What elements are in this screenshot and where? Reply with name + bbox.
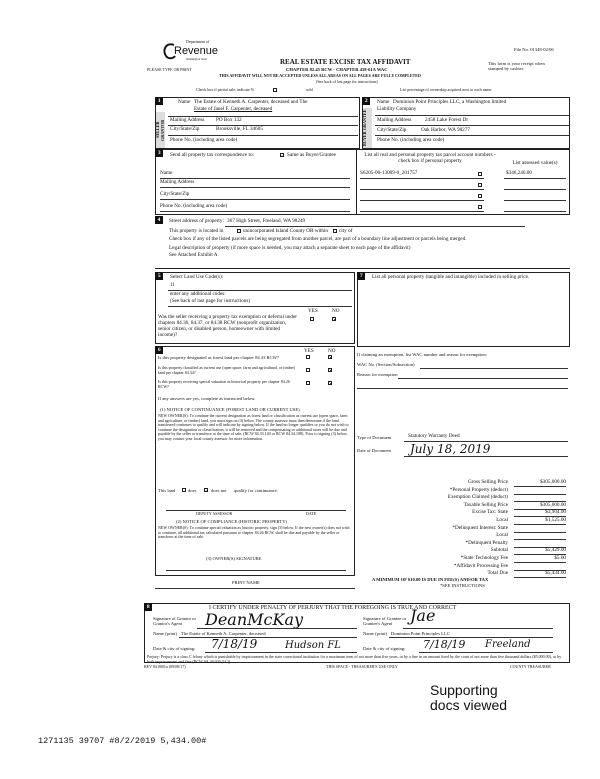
- fee-value[interactable]: $3,904.00: [514, 510, 566, 517]
- forest-current-use-section: [155, 346, 355, 576]
- tax-correspondence-section: [155, 149, 570, 215]
- unincorporated-label: unincorporated Island County OR within: [243, 228, 329, 234]
- s6-no: NO: [328, 348, 336, 354]
- doc-type-value: Statutory Warranty Deed: [408, 433, 460, 439]
- fee-row: [357, 510, 570, 518]
- s3-city-label: City/State/Zip: [160, 191, 190, 197]
- personal-property-section: [357, 272, 570, 347]
- notice1-body: NEW OWNER(S): To continue the current designation as forest land or classification as current use (open space, farm and agriculture, or timber) land, you must sign on (3) below. The county assessor must then determine if the land transferred continues to qualify and will indicate by signing below. If the land no longer qualifies or you do not wish to continue the designation or classification, it will be removed and the compensating or additional taxes will be due and payable by the seller or transferor at the time of sale. (RCW 84.33.140 or RCW 84.34.108). Prior to signing (3) below, you may contact your local county assessor for more information.: [158, 413, 349, 441]
- s3-mailing-label: Mailing Address: [160, 179, 195, 185]
- section-4-number: 4: [155, 216, 163, 224]
- grantor-mailing-label: Mailing Address: [170, 117, 205, 123]
- fee-row: [357, 503, 570, 511]
- grantor-name-line1: The Estate of Kenneth A. Carpenter, deceased and The: [194, 99, 308, 105]
- fee-label: Gross Selling Price: [467, 479, 508, 485]
- county-treasurer: COUNTY TREASURER: [510, 664, 551, 669]
- doc-date-label: Date of Document: [357, 448, 391, 453]
- sold-label: sold: [306, 87, 313, 92]
- grantor-city-signed: Hudson FL: [285, 640, 341, 651]
- receipt-note: This form is your receipt when stamped by cashier.: [488, 61, 545, 72]
- grantee-name-line1: Dominion Point Principles LLC, a Washington limited: [393, 99, 507, 105]
- parcel-header: List all real and personal property tax parcel account numbers - check box if personal property: [364, 152, 496, 164]
- city-of-checkbox[interactable]: [333, 229, 337, 233]
- does-label: does: [188, 488, 197, 493]
- fee-label: Local: [496, 532, 508, 539]
- fee-label: *Delinquent Interest: State: [452, 524, 508, 531]
- list-percentage: List percentage of ownership acquired next to each name.: [400, 87, 493, 92]
- grantor-name-print: The Estate of Kenneth A. Carpenter, deceased: [181, 631, 266, 636]
- fee-label: *Delinquent Penalty: [465, 539, 508, 546]
- fee-label: Excise Tax: State: [472, 509, 508, 516]
- historic-no-checkbox[interactable]: ✕: [329, 381, 333, 386]
- see-back-note: (See back of last page for instructions): [316, 79, 378, 84]
- unincorporated-checkbox[interactable]: [237, 229, 241, 233]
- enter-codes-label: enter any additional codes:: [170, 291, 226, 297]
- forest-yes-checkbox[interactable]: [306, 355, 310, 359]
- partial-sale-checkbox[interactable]: [273, 88, 277, 92]
- segregated-note: Check box if any of the listed parcels are being segregated from another parcel, are part of a boundary line adjustment or parcels being merged.: [169, 236, 467, 242]
- grantee-mailing-label: Mailing Address: [377, 117, 412, 123]
- s3-name-label: Name: [160, 170, 173, 176]
- same-as-buyer-label: Same as Buyer/Grantee: [287, 152, 336, 158]
- doc-date-value: July 18, 2019: [410, 442, 491, 456]
- treasurer-use-only: THIS SPACE - TREASURER'S USE ONLY: [326, 664, 398, 669]
- historic-question: Is this property receiving special valuation as historical property per chapter 84.26 RCW?: [158, 379, 290, 389]
- s6-yes: YES: [304, 348, 314, 354]
- grantor-mailing: PO Box 132: [216, 117, 242, 123]
- owner-signature-label: (3) OWNER(S) SIGNATURE: [206, 556, 262, 561]
- form-chapter: CHAPTER 82.45 RCW - CHAPTER 458-61A WAC: [286, 67, 388, 72]
- historic-yes-checkbox[interactable]: [306, 381, 310, 385]
- fee-row: [357, 526, 570, 534]
- notice2-body: NEW OWNER(S): To continue special valuation as historic property, sign (3) below. If the new owner(s) does not wish to continue, all additional tax calculated pursuant to chapter 84.26 RCW, shall be due and payable by the seller or transferor at the time of sale.: [158, 525, 350, 540]
- section-5-number: 5: [155, 272, 163, 280]
- section-6-number: 6: [155, 346, 163, 354]
- fee-label: Taxable Selling Price: [463, 501, 508, 508]
- grantor-signature[interactable]: DeanMcKay: [205, 610, 304, 629]
- grantee-date-city-label: Date & city of signing:: [363, 646, 406, 651]
- grantor-section: [155, 97, 360, 149]
- grantor-city: Brooksville, FL 34605: [216, 126, 263, 132]
- does-not-label: does not: [211, 488, 227, 493]
- grantor-name-label: Name: [178, 99, 191, 105]
- deputy-date-label: DATE: [306, 511, 317, 516]
- dept-line1: Department of: [186, 39, 210, 44]
- fee-label: *Personal Property (deduct): [449, 486, 508, 493]
- fee-value[interactable]: $1,525.00: [514, 518, 566, 525]
- property-location-section: [155, 216, 570, 268]
- doc-type-label: Type of Document: [357, 435, 392, 440]
- receipt-stamp: 1271135 39707 #8/2/2019 5,434.00#: [38, 736, 207, 746]
- grantor-date: 7/18/19: [211, 637, 258, 651]
- does-checkbox[interactable]: [182, 488, 186, 492]
- parcel-personal-checkbox[interactable]: [478, 183, 482, 187]
- dept-logo-text: Revenue: [174, 45, 219, 57]
- exempt-yes-checkbox[interactable]: [310, 317, 314, 321]
- fee-value[interactable]: [514, 526, 566, 533]
- fee-label: *State Technology Fee: [460, 555, 508, 561]
- fee-value[interactable]: $5,434.00: [514, 571, 566, 578]
- fee-value[interactable]: $5.00: [514, 556, 566, 563]
- claiming-label: If claiming an exemption, list WAC number and reason for exemption:: [357, 352, 487, 357]
- grantee-side-label: BUYER GRANTEE: [363, 108, 372, 148]
- does-not-checkbox[interactable]: ✓: [205, 488, 209, 493]
- see-back-label: (See back of last page for instructions): [170, 298, 251, 304]
- fee-value[interactable]: [514, 488, 566, 495]
- grantee-name-print-label: Name (print): [363, 631, 387, 636]
- fee-label: Total Due: [487, 570, 508, 577]
- grantee-signature[interactable]: Jae: [410, 606, 436, 625]
- grantee-name-label: Name: [377, 99, 390, 105]
- fee-label: Exemption Claimed (deduct): [447, 494, 508, 501]
- dept-line2: Washington State: [186, 57, 208, 61]
- s3-phone-label: Phone No. (including area code): [160, 203, 228, 209]
- forest-question: Is this property designated as forest land per chapter 84.33 RCW?: [158, 355, 280, 360]
- grantor-date-city-label: Date & city of signing:: [153, 646, 196, 651]
- rev-number: REV 84 0001a (09/08/17): [144, 664, 186, 669]
- current-use-no-checkbox[interactable]: ✕: [329, 368, 333, 373]
- parcel-personal-checkbox[interactable]: [478, 172, 482, 176]
- if-any-yes: If any answers are yes, complete as instructed below.: [158, 396, 256, 401]
- fee-value[interactable]: [514, 533, 566, 540]
- parcel-number: S6205-00-13009-0_201757: [360, 170, 418, 176]
- personal-property-label: List all personal property (tangible and intangible) included in selling price.: [372, 274, 530, 280]
- see-attached: See Attached Exhibit A: [169, 252, 218, 258]
- grantee-city-label: City/State/Zip: [377, 127, 407, 133]
- fee-label: Local: [496, 517, 508, 523]
- grantor-side-label: SELLER GRANTOR: [156, 112, 165, 148]
- deputy-assessor-label: DEPUTY ASSESSOR: [196, 511, 233, 516]
- street-label: Street address of property:: [169, 218, 224, 224]
- fee-row: [357, 564, 570, 572]
- s5-yes: YES: [308, 308, 318, 314]
- certification-section: [144, 603, 570, 663]
- current-use-yes-checkbox[interactable]: [306, 368, 310, 372]
- not-accepted-notice: THIS AFFIDAVIT WILL NOT BE ACCEPTED UNLESS ALL AREAS ON ALL PAGES ARE FULLY COMPLETED: [219, 73, 421, 78]
- section-1-number: 1: [155, 97, 163, 105]
- supporting-line1: Supporting: [430, 682, 498, 698]
- assessed-value: $346,240.00: [506, 170, 532, 176]
- grantor-name-print-label: Name (print): [153, 631, 177, 636]
- parcel-personal-checkbox[interactable]: [478, 205, 482, 209]
- send-all-label: Send all property tax correspondence to:: [170, 152, 254, 158]
- reason-label: Reason for exemption: [357, 372, 398, 377]
- fee-table: [357, 480, 570, 580]
- notice2-title: (2) NOTICE OF COMPLIANCE (HISTORIC PROPERTY): [176, 519, 288, 524]
- fee-value[interactable]: $5,429.00: [514, 548, 566, 555]
- section-7-number: 7: [357, 272, 365, 280]
- grantor-signature-label: Signature of Grantor or Grantor's Agent: [153, 616, 196, 627]
- land-use-section: [155, 272, 355, 344]
- fee-value[interactable]: $305,000.00: [514, 480, 566, 487]
- located-in-label: This property is located in: [169, 228, 224, 234]
- qualify-label: qualify for continuance.: [234, 488, 279, 493]
- street-address: 367 High Street, Freeland, WA 98249: [227, 218, 306, 224]
- grantee-signature-label: Signature of Grantee or Grantee's Agent: [363, 616, 407, 627]
- parcel-personal-checkbox[interactable]: [478, 194, 482, 198]
- form-title: REAL ESTATE EXCISE TAX AFFIDAVIT: [280, 58, 411, 66]
- perjury-notice: Perjury: Perjury is a class C felony which is punishable by imprisonment in the state correctional institution for a maximum term of not more than five years, or by a fine in an amount fixed by the court of not more than five thousand dollars ($5,000.00), or by both imprisonment and fine (RCW 9A.20.020 (1C)).: [147, 654, 562, 664]
- grantee-city: Oak Harbor, WA 98277: [421, 127, 470, 133]
- fee-value[interactable]: $305,000.00: [514, 503, 566, 510]
- same-as-buyer-checkbox[interactable]: ✓: [281, 153, 285, 158]
- select-land-label: Select Land Use Code(s):: [170, 274, 224, 280]
- this-land-label: This land: [158, 488, 176, 493]
- wac-no-label: WAC No. (Section/Subsection): [357, 362, 415, 367]
- assessed-header: List assessed value(s): [512, 160, 558, 166]
- fee-row: [357, 541, 570, 549]
- exempt-no-checkbox[interactable]: ✕: [333, 317, 337, 322]
- grantee-name-line2: Liability Company: [377, 106, 417, 112]
- partial-sale-label: Check box if partial sale, indicate %: [196, 87, 255, 92]
- grantor-city-label: City/State/Zip: [170, 126, 200, 132]
- grantee-date: 7/18/19: [423, 638, 466, 651]
- supporting-line2: docs viewed: [430, 697, 508, 714]
- exempt-question: Was the seller receiving a property tax exemption or deferral under chapters 84.36, 84.37, or 84.38 RCW (nonprofit organization, senior citizen, or disabled person, homeowner with limited income)?: [158, 314, 298, 338]
- file-number: File No. 01348-02/06: [514, 47, 554, 52]
- section-3-number: 3: [155, 149, 163, 157]
- grantor-name-line2: Estate of Janel F. Carpenter, deceased: [194, 106, 273, 112]
- legal-desc-label: Legal description of property (if more space is needed, you may attach a separate sheet to each page of the affidavit): [169, 245, 411, 251]
- s5-no: NO: [332, 308, 340, 314]
- section-8-number: 8: [144, 603, 152, 611]
- grantee-phone-label: Phone No. (including area code): [377, 137, 445, 143]
- notice1-title: (1) NOTICE OF CONTINUANCE (FOREST LAND OR CURRENT USE): [160, 407, 300, 412]
- forest-no-checkbox[interactable]: ✕: [329, 355, 333, 360]
- fee-label: Subtotal: [490, 547, 508, 554]
- grantee-name-print: Dominion Point Principles LLC: [391, 631, 450, 636]
- print-name-label: PRINT NAME: [232, 580, 260, 585]
- current-use-question: Is this property classified as current use (open space, farm and agricultural, or timber) land per chapter 84.34?: [158, 365, 296, 375]
- fee-label: *Affidavit Processing Fee: [453, 562, 508, 569]
- minimum-note: A MINIMUM OF $10.00 IS DUE IN FEE(S) AND/OR TAX: [372, 577, 489, 582]
- grantee-mailing: 2458 Lake Forest Dr: [425, 117, 469, 123]
- fee-row: [357, 533, 570, 541]
- city-of-label: city of: [339, 228, 353, 234]
- please-type: PLEASE TYPE OR PRINT: [147, 67, 192, 72]
- grantor-phone-label: Phone No. (including area code): [170, 137, 238, 143]
- section-2-number: 2: [362, 97, 370, 105]
- grantee-section: [362, 97, 570, 149]
- supporting-docs-stamp: [430, 683, 507, 714]
- grantee-city-signed: Freeland: [485, 639, 531, 650]
- see-instructions: *SEE INSTRUCTIONS: [440, 583, 485, 588]
- land-use-code: 11: [170, 282, 175, 288]
- certify-statement: I CERTIFY UNDER PENALTY OF PERJURY THAT THE FOREGOING IS TRUE AND CORRECT: [209, 605, 457, 611]
